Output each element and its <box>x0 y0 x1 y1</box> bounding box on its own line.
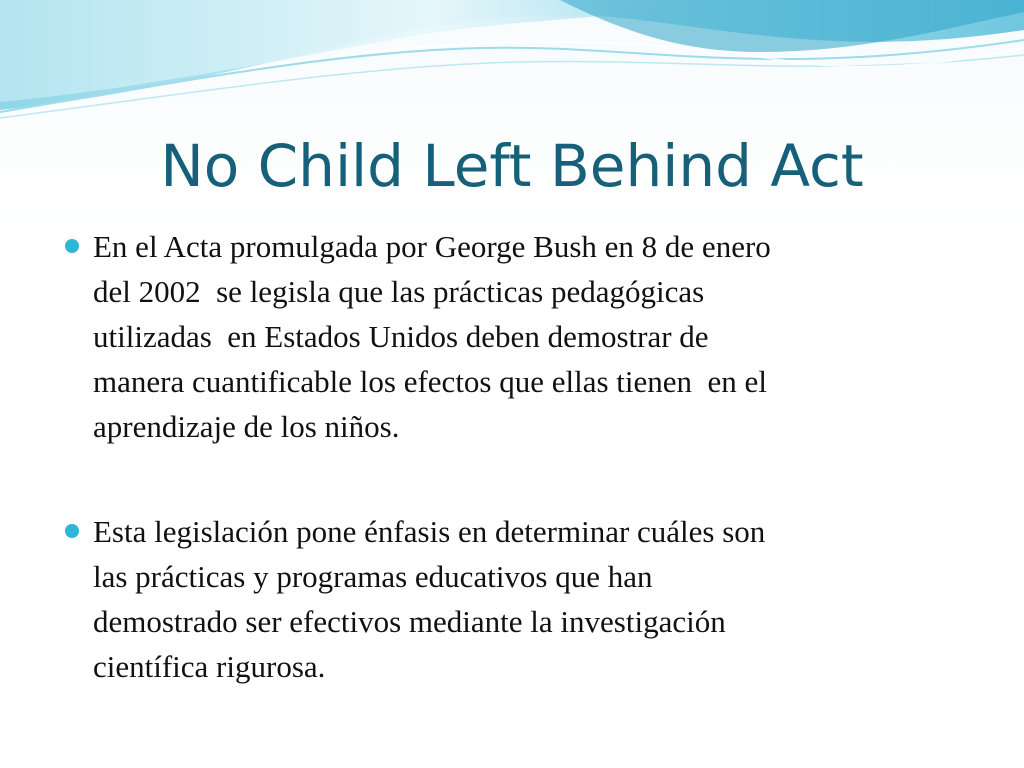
bullet-text-line: científica rigurosa. <box>93 649 326 684</box>
bullet-list <box>60 224 960 689</box>
bullet-text-line: manera cuantificable los efectos que ellas tienen en el <box>93 364 767 399</box>
wave-decoration <box>0 0 1024 130</box>
bullet-text-line: aprendizaje de los niños. <box>93 409 400 444</box>
bullet-item <box>60 224 960 449</box>
circle-bullet-icon <box>65 239 79 253</box>
bullet-item <box>60 509 960 689</box>
bullet-text-line: las prácticas y programas educativos que han <box>93 559 653 594</box>
circle-bullet-icon <box>65 524 79 538</box>
slide-title: No Child Left Behind Act <box>160 132 864 200</box>
bullet-text-line: demostrado ser efectivos mediante la investigación <box>93 604 726 639</box>
bullet-text-line: En el Acta promulgada por George Bush en 8 de enero <box>93 229 771 264</box>
bullet-text-line: utilizadas en Estados Unidos deben demostrar de <box>93 319 709 354</box>
bullet-text-line: Esta legislación pone énfasis en determinar cuáles son <box>93 514 766 549</box>
bullet-text-line: del 2002 se legisla que las prácticas pedagógicas <box>93 274 705 309</box>
